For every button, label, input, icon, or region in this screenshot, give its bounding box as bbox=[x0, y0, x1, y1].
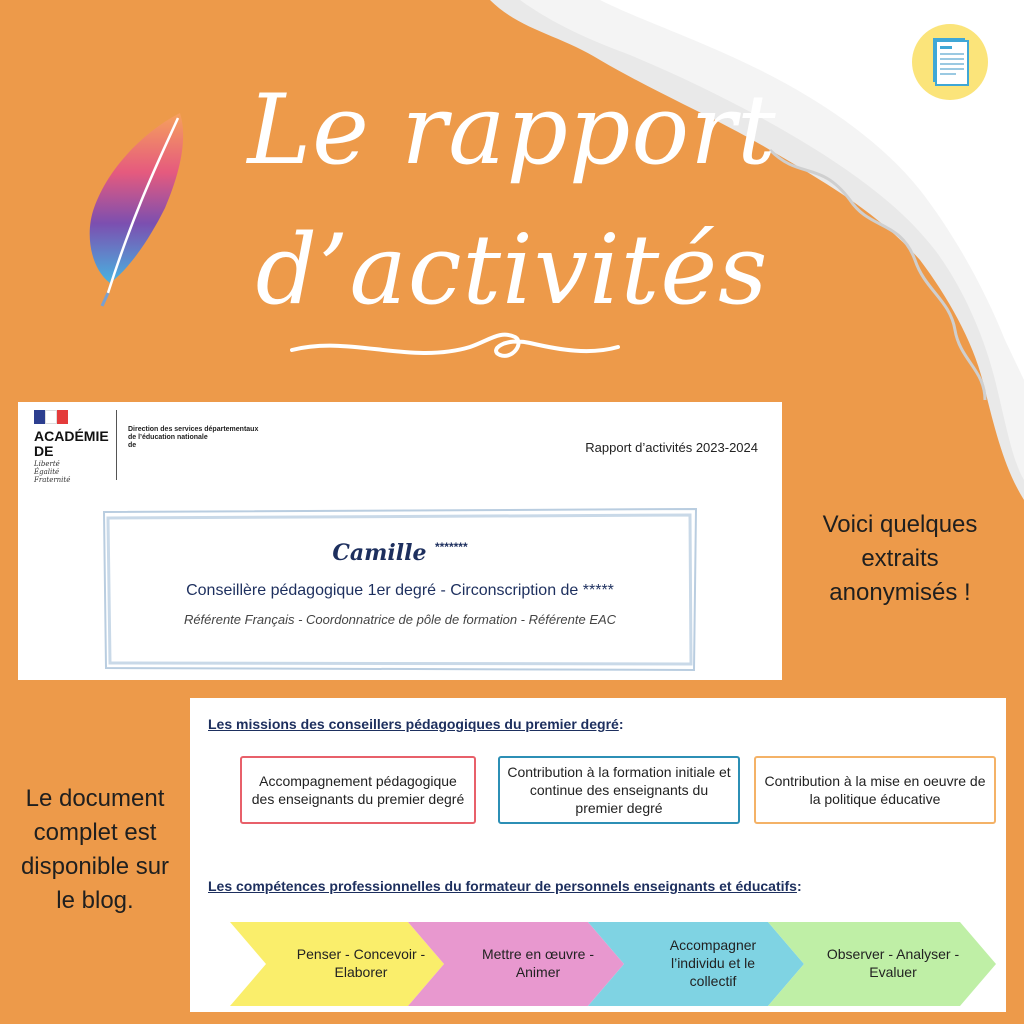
missions-heading: Les missions des conseillers pédagogiques du premier degré: bbox=[208, 716, 624, 732]
logo-line-2: DE bbox=[34, 443, 54, 459]
title-line-1: Le rapport bbox=[247, 74, 777, 186]
skills-heading: Les compétences professionnelles du formateur de personnels enseignants et éducatifs: bbox=[208, 878, 802, 894]
skill-label-2: Mettre en œuvre - Animer bbox=[481, 946, 595, 980]
motto: Liberté Égalité Fraternité bbox=[34, 460, 71, 484]
report-title: Rapport d’activités 2023-2024 bbox=[585, 440, 758, 455]
french-flag-logo bbox=[34, 410, 68, 424]
mission-box-3: Contribution à la mise en oeuvre de la politique éducative bbox=[754, 756, 996, 824]
extracts-note: Voici quelques extraits anonymisés ! bbox=[822, 511, 978, 606]
missions-extract bbox=[190, 698, 1006, 1012]
swirl-underline-icon bbox=[290, 325, 620, 375]
person-name: Camille bbox=[332, 540, 427, 566]
skill-label-3: Accompagner l’individu et le collectif bbox=[669, 937, 757, 989]
document-icon bbox=[912, 24, 988, 100]
person-name-suffix: ******* bbox=[434, 540, 468, 554]
person-subroles: Référente Français - Coordonnatrice de pôle de formation - Référente EAC bbox=[183, 612, 617, 627]
blog-note: Le document complet est disponible sur le blog. bbox=[20, 785, 170, 914]
name-row bbox=[18, 540, 782, 566]
logo-divider bbox=[116, 410, 117, 480]
skill-label-4: Observer - Analyser - Evaluer bbox=[826, 946, 960, 980]
mission-box-2: Contribution à la formation initiale et continue des enseignants du premier degré bbox=[498, 756, 740, 824]
logo-line-1: ACADÉMIE bbox=[34, 428, 109, 444]
skill-label-1: Penser - Concevoir - Elaborer bbox=[296, 946, 426, 980]
report-cover-extract bbox=[18, 402, 782, 680]
title-line-2: d’activités bbox=[255, 214, 769, 326]
direction-text: Direction des services départementaux de l’éducation nationale de bbox=[128, 426, 259, 449]
person-role: Conseillère pédagogique 1er degré - Circonscription de ***** bbox=[186, 582, 614, 599]
mission-box-1: Accompagnement pédagogique des enseignants du premier degré bbox=[240, 756, 476, 824]
